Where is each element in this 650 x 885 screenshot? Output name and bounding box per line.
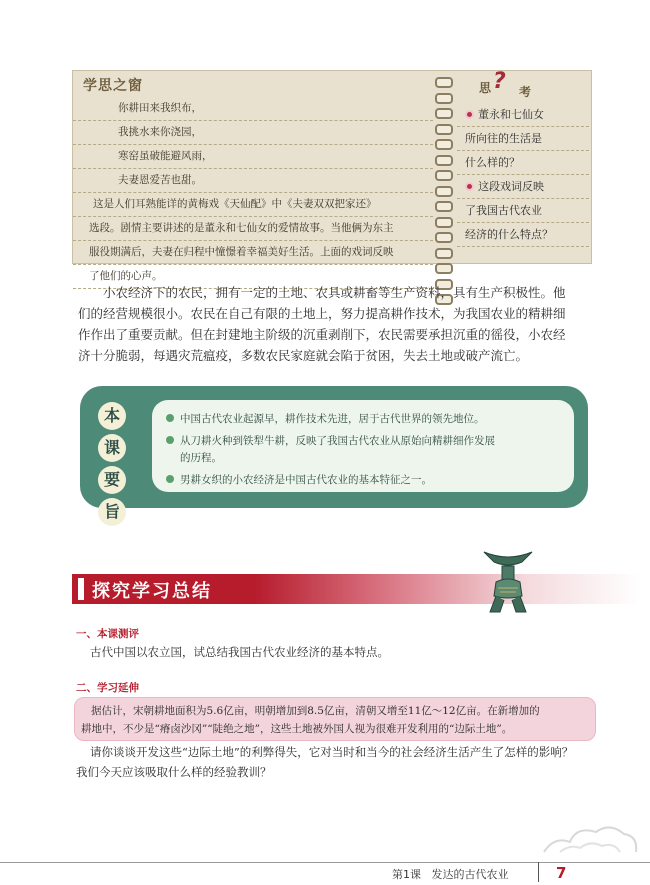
think-line: 了我国古代农业 [457, 199, 589, 223]
prose-line: 选段。剧情主要讲述的是董永和七仙女的爱情故事。当他俩为东主 [73, 217, 433, 241]
cloud-ornament-icon [540, 818, 640, 858]
footer-separator [538, 862, 539, 882]
poem-line: 夫妻恩爱苦也甜。 [73, 169, 433, 193]
question-line: 我们今天应该吸取什么样的经验教训？ [76, 765, 272, 779]
think-label-left: 思 [479, 81, 492, 95]
think-line: 经济的什么特点？ [457, 223, 589, 247]
bullet-icon [166, 475, 174, 483]
prose-line: 服役期满后，夫妻在归程中憧憬着幸福美好生活。上面的戏词反映 [73, 241, 433, 265]
prose-line: 这是人们耳熟能详的黄梅戏《天仙配》中《夫妻双双把家还》 [73, 193, 433, 217]
study-window-lines [73, 97, 433, 289]
poem-line: 寒窑虽破能避风雨， [73, 145, 433, 169]
key-points-panel [152, 400, 574, 492]
study-window-title: 学思之窗 [83, 78, 143, 94]
study-window-box [72, 69, 592, 282]
section-heading-evaluation: 一、本课测评 [76, 628, 139, 640]
think-panel [457, 71, 589, 263]
think-line: 所向往的生活是 [457, 127, 589, 151]
paragraph-line: 济十分脆弱，每遇灾荒瘟疫，多数农民家庭就会陷于贫困，失去土地或破产流亡。 [78, 348, 529, 363]
key-point: 男耕女织的小农经济是中国古代农业的基本特征之一。 [166, 472, 432, 489]
highlight-line: 耕地中，不少是“瘠卤沙冈”“陡绝之地”，这些土地被外国人视为很难开发利用的“边际土地”。 [81, 723, 513, 735]
section-text-evaluation: 古代中国以农立国，试总结我国古代农业经济的基本特点。 [90, 645, 389, 659]
highlighted-passage [74, 697, 596, 741]
summary-title: 探究学习总结 [92, 581, 212, 602]
section-heading-extension: 二、学习延伸 [76, 682, 139, 694]
footer-rule [0, 862, 650, 863]
bullet-icon [465, 110, 474, 119]
footer-lesson-title: 第1课 发达的古代农业 [392, 868, 509, 881]
key-char: 旨 [98, 498, 126, 526]
poem-line: 你耕田来我织布， [73, 97, 433, 121]
think-line: 什么样的？ [457, 151, 589, 175]
key-char: 课 [98, 434, 126, 462]
key-char: 本 [98, 402, 126, 430]
think-label-right: 考 [519, 85, 532, 99]
think-lines [457, 103, 589, 247]
key-points-label [98, 402, 138, 530]
key-point: 从刀耕火种到铁犁牛耕，反映了我国古代农业从原始向精耕细作发展 [166, 433, 495, 450]
paragraph-line: 作作出了重要贡献。但在封建地主阶级的沉重剥削下，农民需要承担沉重的徭役，小农经 [78, 327, 566, 342]
bullet-icon [166, 414, 174, 422]
notebook-spiral [435, 77, 453, 261]
question-line: 请你谈谈开发这些“边际土地”的利弊得失，它对当时和当今的社会经济生活产生了怎样的影响？ [90, 745, 574, 759]
poem-line: 我挑水来你浇园， [73, 121, 433, 145]
bullet-icon [465, 182, 474, 191]
paragraph-line: 们的经营规模很小。农民在自己有限的土地上，努力提高耕作技术，为我国农业的精耕细 [78, 306, 566, 321]
bronze-vessel-icon [478, 548, 538, 616]
prose-line: 了他们的心声。 [73, 265, 433, 289]
think-question-1: 董永和七仙女 [457, 103, 589, 127]
summary-banner [72, 574, 640, 604]
lesson-key-points-box [80, 386, 588, 521]
key-point: 中国古代农业起源早，耕作技术先进，居于古代世界的领先地位。 [166, 411, 485, 428]
page-number: 7 [556, 864, 567, 882]
banner-marker [78, 578, 84, 600]
question-mark-icon: ? [493, 69, 506, 94]
key-point-continued: 的历程。 [180, 452, 222, 464]
body-paragraph [78, 282, 594, 366]
think-question-2: 这段戏词反映 [457, 175, 589, 199]
bullet-icon [166, 436, 174, 444]
highlight-line: 据估计，宋朝耕地面积为5.6亿亩，明朝增加到8.5亿亩，清朝又增至11亿～12亿亩。在新增加的 [91, 705, 540, 717]
paragraph-line: 小农经济下的农民，拥有一定的土地、农具或耕畜等生产资料，具有生产积极性。他 [103, 285, 566, 300]
key-char: 要 [98, 466, 126, 494]
